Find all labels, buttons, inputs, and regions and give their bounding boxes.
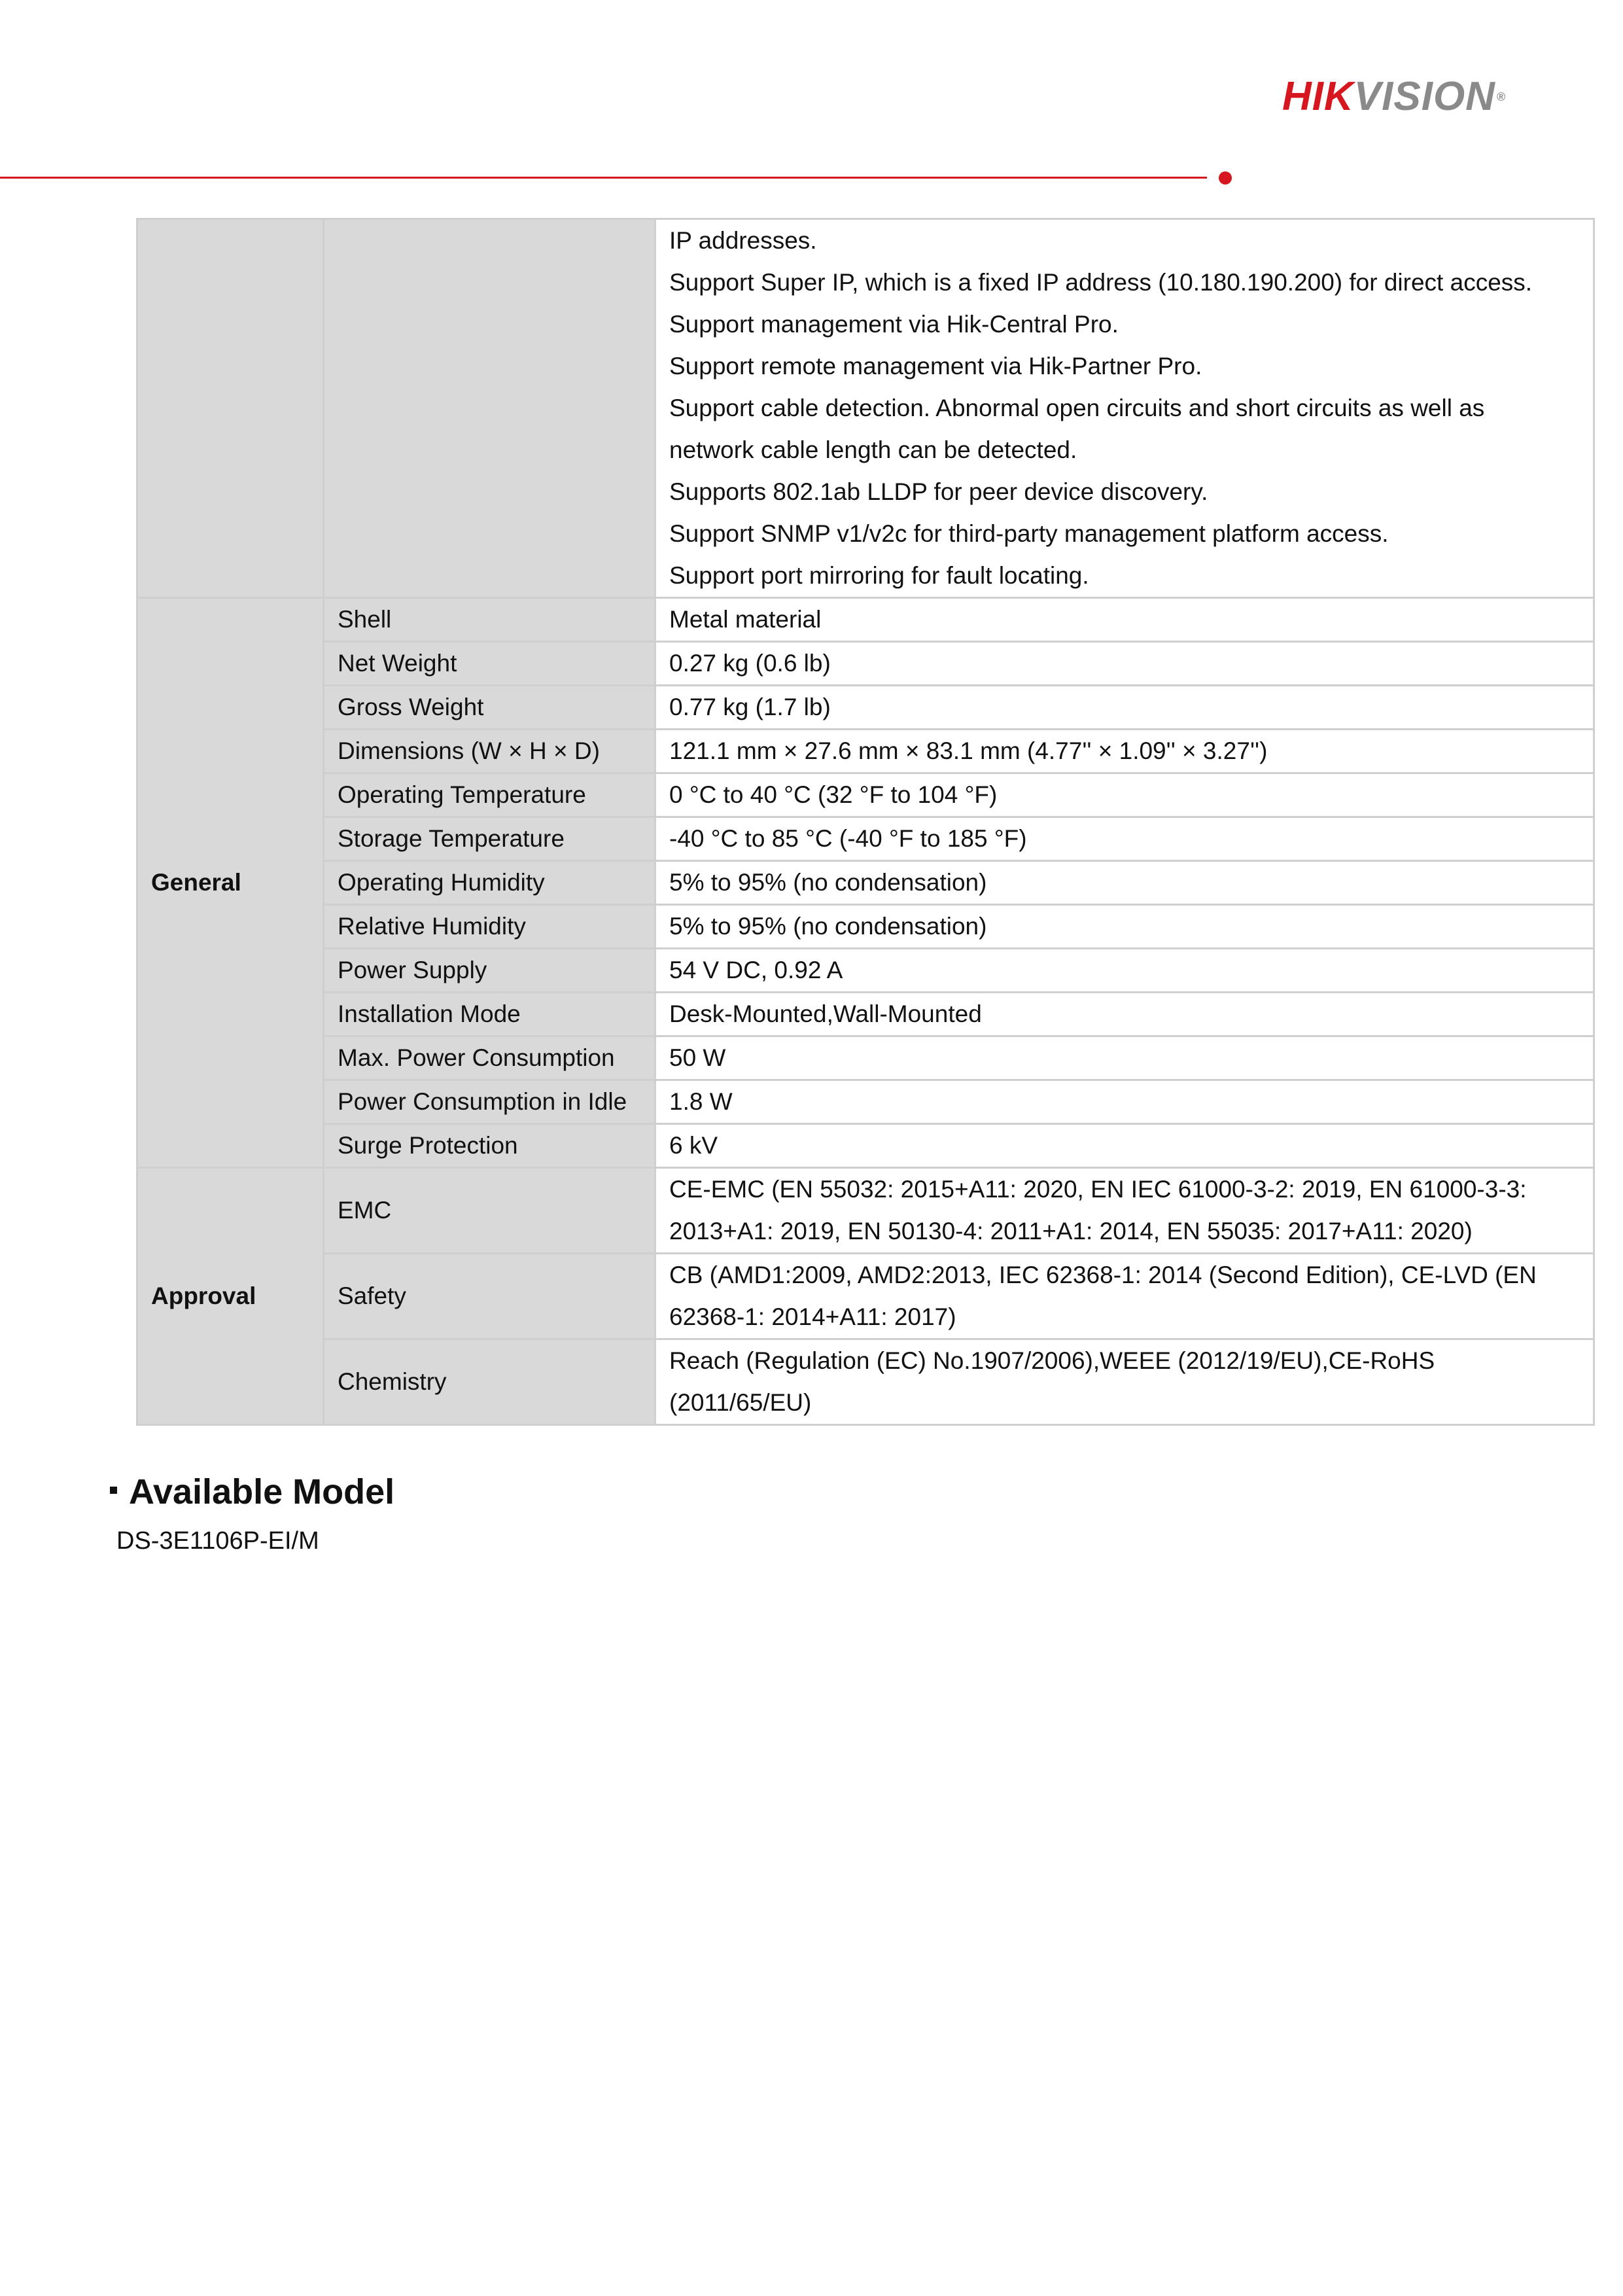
item-value: 54 V DC, 0.92 A: [655, 949, 1594, 993]
item-label: Max. Power Consumption: [324, 1036, 655, 1080]
item-label: Shell: [324, 598, 655, 642]
item-label: Power Supply: [324, 949, 655, 993]
item-value: 5% to 95% (no condensation): [655, 861, 1594, 905]
table-row: [137, 730, 1594, 773]
item-label: Surge Protection: [324, 1124, 655, 1168]
item-value: 6 kV: [655, 1124, 1594, 1168]
value-cell-management: [655, 219, 1594, 598]
item-label: EMC: [324, 1168, 655, 1254]
item-value: 50 W: [655, 1036, 1594, 1080]
item-cell-empty: [324, 219, 655, 598]
table-row: [137, 817, 1594, 861]
management-lines: [669, 220, 1581, 597]
item-label: Safety: [324, 1254, 655, 1339]
value-line: (2011/65/EU): [669, 1389, 812, 1416]
table-row: [137, 993, 1594, 1036]
management-line: network cable length can be detected.: [669, 436, 1077, 463]
value-line: 2013+A1: 2019, EN 50130-4: 2011+A1: 2014, EN 55035: 2017+A11: 2020): [669, 1218, 1473, 1245]
table-row: [137, 598, 1594, 642]
item-label: Power Consumption in Idle: [324, 1080, 655, 1124]
table-row: [137, 1080, 1594, 1124]
table-row-management-continued: [137, 219, 1594, 598]
model-number: DS-3E1106P-EI/M: [116, 1527, 319, 1555]
category-cell-empty: [137, 219, 324, 598]
available-model-title: Available Model: [129, 1472, 395, 1511]
item-value: [655, 1254, 1594, 1339]
header-divider-line: [0, 177, 1207, 179]
item-label: Installation Mode: [324, 993, 655, 1036]
logo-hik-text: HIK: [1282, 74, 1354, 119]
specification-table: [136, 218, 1595, 1426]
category-approval: Approval: [137, 1168, 324, 1425]
item-value: 0.27 kg (0.6 lb): [655, 642, 1594, 686]
item-value: 0 °C to 40 °C (32 °F to 104 °F): [655, 773, 1594, 817]
available-model-heading: [110, 1469, 394, 1515]
management-line: Support cable detection. Abnormal open circuits and short circuits as well as: [669, 395, 1485, 421]
logo-vision-text: VISION: [1353, 74, 1495, 119]
item-label: Dimensions (W × H × D): [324, 730, 655, 773]
item-value: [655, 1168, 1594, 1254]
management-line: Supports 802.1ab LLDP for peer device discovery.: [669, 478, 1208, 505]
item-value: 121.1 mm × 27.6 mm × 83.1 mm (4.77'' × 1.09'' × 3.27''): [655, 730, 1594, 773]
management-line: Support management via Hik-Central Pro.: [669, 311, 1119, 338]
management-line: IP addresses.: [669, 227, 817, 254]
item-label: Relative Humidity: [324, 905, 655, 949]
management-line: Support SNMP v1/v2c for third-party management platform access.: [669, 520, 1389, 547]
management-line: Support port mirroring for fault locating.: [669, 562, 1089, 589]
hikvision-logo: [1282, 71, 1537, 123]
item-label: Storage Temperature: [324, 817, 655, 861]
item-value: 5% to 95% (no condensation): [655, 905, 1594, 949]
item-label: Operating Temperature: [324, 773, 655, 817]
table-row: [137, 905, 1594, 949]
logo-wordmark: [1282, 71, 1506, 123]
value-line: CE-EMC (EN 55032: 2015+A11: 2020, EN IEC 61000-3-2: 2019, EN 61000-3-3:: [669, 1176, 1527, 1203]
table-row: [137, 1254, 1594, 1339]
management-line: Support Super IP, which is a fixed IP address (10.180.190.200) for direct access.: [669, 269, 1533, 296]
item-value: 0.77 kg (1.7 lb): [655, 686, 1594, 730]
item-value: -40 °C to 85 °C (-40 °F to 185 °F): [655, 817, 1594, 861]
registered-mark: ®: [1496, 90, 1507, 103]
item-label: Gross Weight: [324, 686, 655, 730]
value-line: 62368-1: 2014+A11: 2017): [669, 1303, 956, 1330]
item-label: Chemistry: [324, 1339, 655, 1425]
table-row: [137, 861, 1594, 905]
item-label: Operating Humidity: [324, 861, 655, 905]
item-value: Desk-Mounted,Wall-Mounted: [655, 993, 1594, 1036]
item-value: [655, 1339, 1594, 1425]
square-bullet-icon: [110, 1487, 117, 1494]
table-row: [137, 949, 1594, 993]
value-line: CB (AMD1:2009, AMD2:2013, IEC 62368-1: 2014 (Second Edition), CE-LVD (EN: [669, 1262, 1537, 1288]
table-row: [137, 1339, 1594, 1425]
table-row: [137, 642, 1594, 686]
item-label: Net Weight: [324, 642, 655, 686]
value-line: Reach (Regulation (EC) No.1907/2006),WEEE (2012/19/EU),CE-RoHS: [669, 1347, 1435, 1374]
table-row: [137, 1168, 1594, 1254]
table-row: [137, 1124, 1594, 1168]
table-row: [137, 1036, 1594, 1080]
item-value: 1.8 W: [655, 1080, 1594, 1124]
table-row: [137, 773, 1594, 817]
management-line: Support remote management via Hik-Partner Pro.: [669, 353, 1202, 380]
header-divider-dot: [1219, 171, 1232, 185]
category-general: General: [137, 598, 324, 1168]
table-row: [137, 686, 1594, 730]
item-value: Metal material: [655, 598, 1594, 642]
